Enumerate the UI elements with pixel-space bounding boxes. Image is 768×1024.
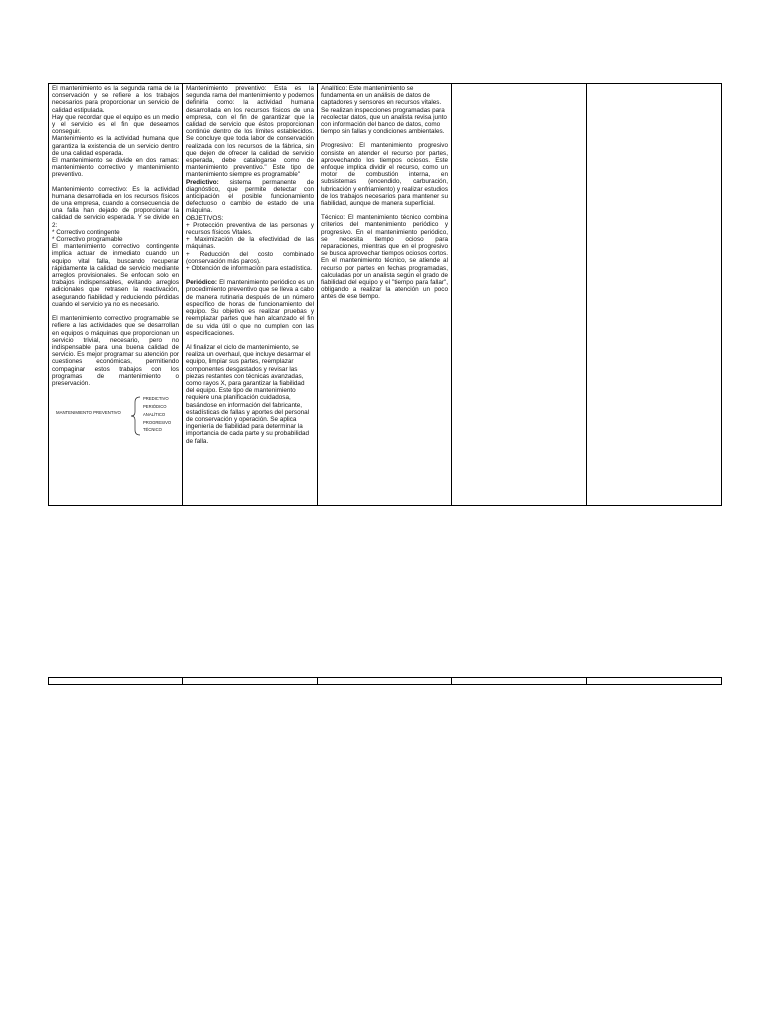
paragraph-text: El mantenimiento correctivo programable se refiere a las actividades que se desarrollan en equipos o máquinas que proporcionan un servicio trivial, necesario, pero no indispensable para una buena calidad de servicio. Es mejor programar su atención por cuestiones económicas, permitiendo compaginar estos trabajos con los programas de mantenimiento o preservación. <box>52 315 179 387</box>
paragraph <box>52 315 179 387</box>
bottom-cell <box>49 678 183 685</box>
bottom-cell <box>452 678 587 685</box>
preventive-types-diagram <box>52 395 179 439</box>
paragraph-text: Mantenimiento correctivo: Es la actividad humana desarrollada en los recursos físicos de una empresa, cuando a consecuencia de una falla han dejado de proporcionar la calidad de servicio esperada. Y se divide en 2: <box>52 185 179 229</box>
paragraph <box>52 186 179 229</box>
paragraph <box>321 142 448 207</box>
paragraph-text: El mantenimiento correctivo contingente implica actuar de inmediato cuando un equipo vital falla, buscando recuperar rápidamente la calidad de servicio mediante arreglos provisionales. Se enfocan solo en trabajos indispensables, evitando arreglos adicionales que retrasen la reactivación, asegurando fiabilidad y reduciendo pérdidas cuando el servicio ya no es necesario. <box>52 243 179 308</box>
column-1-cell <box>49 84 183 506</box>
paragraph <box>52 236 179 243</box>
diagram-item: PERIÓDICO <box>143 403 167 409</box>
paragraph-text: Al finalizar el ciclo de mantenimiento, se realiza un overhaul, que incluye desarmar el equipo, limpiar sus partes, reemplazar componentes desgastados y revisar las piezas restantes con técnicas avanzadas, como rayos X, para garantizar la fiabilidad del equipo. Este tipo de mantenimiento requiere una planificación cuidadosa, basándose en información del fabricante, estadísticas de fallas y aportes del personal de conservación y operación. Se aplica ingeniería de fiabilidad para determinar la importancia de cada parte y su probabilidad de falla. <box>186 343 311 445</box>
column-1-text <box>52 85 179 387</box>
diagram-item: ANALÍTICO <box>143 411 166 417</box>
bottom-cell <box>318 678 452 685</box>
paragraph <box>186 179 314 215</box>
paragraph-text: Hay que recordar que el equipo es un medio y el servicio es el fin que deseamos conseguir. <box>52 113 179 136</box>
paragraph-text: * Correctivo programable <box>52 236 123 244</box>
paragraph-text: + Obtención de información para estadística. <box>186 265 313 273</box>
paragraph <box>186 279 314 337</box>
paragraph <box>52 135 179 157</box>
paragraph <box>186 236 314 250</box>
main-table-row <box>49 84 722 506</box>
paragraph-text: El mantenimiento es la segunda rama de la conservación y se refiere a los trabajos necesarios para proporcionar un servicio de calidad estipulada. <box>52 85 179 114</box>
paragraph-heading: Predictivo: <box>186 178 219 186</box>
paragraph <box>186 344 314 445</box>
diagram-item: PREDICTIVO <box>143 396 169 402</box>
column-2-text <box>186 85 314 445</box>
bottom-table-row <box>49 678 722 685</box>
paragraph-heading: Periódico: <box>186 279 218 287</box>
paragraph-text: + Reducción del costo combinado (conservación más paros). <box>186 250 314 265</box>
paragraph <box>321 214 448 300</box>
column-2-cell <box>183 84 318 506</box>
column-3-text <box>321 85 448 301</box>
diagram-item: TÉCNICO <box>143 427 162 433</box>
column-5-cell <box>587 84 722 506</box>
bottom-cell <box>587 678 722 685</box>
paragraph-text: Mantenimiento preventivo: Esta es la segunda rama del mantenimiento y podemos definirla como: la actividad humana desarrollada en los recursos físicos de una empresa, con el fin de garantizar que la calidad de servicio que éstos proporcionan continúe dentro de los límites establecidos. Se concluye que toda labor de conservación realizada con los recursos de la fábrica, sin que dejen de ofrecer la calidad de servicio esperada, debe catalogarse como de mantenimiento preventivo." Este tipo de mantenimiento siempre es programable" <box>186 85 314 179</box>
paragraph <box>52 114 179 136</box>
paragraph <box>52 243 179 308</box>
diagram-label: MANTENIMIENTO PREVENTIVO <box>56 410 121 416</box>
paragraph <box>186 222 314 236</box>
bottom-cell <box>183 678 318 685</box>
paragraph <box>186 85 314 179</box>
paragraph <box>52 85 179 114</box>
paragraph-text: Técnico: El mantenimiento técnico combina criterios del mantenimiento periódico y progresivo. En el mantenimiento periódico, se necesita tiempo ocioso para reparaciones, mientras que en el progresivo se busca aprovechar tiempos ociosos cortos. En el mantenimiento técnico, se atiende al recurso por partes en fechas programadas, calculadas por un analista según el grado de fiabilidad del equipo y el "tiempo para fallar", obligando a realizar la atención un poco antes de ese tiempo. <box>321 214 448 301</box>
column-3-cell <box>318 84 452 506</box>
paragraph-text: sistema permanente de diagnóstico, que permite detectar con anticipación el posible funcionamiento defectuoso o cambio de estado de una máquina. <box>186 178 314 215</box>
paragraph <box>52 229 179 236</box>
paragraph <box>186 215 314 222</box>
paragraph-text: OBJETIVOS: <box>186 214 224 222</box>
paragraph-text: Mantenimiento es la actividad humana que garantiza la existencia de un servicio dentro de una calidad esperada. <box>52 135 179 157</box>
paragraph-text: Analítico: Este mantenimiento se fundamenta en un análisis de datos de captadores y sensores en recursos vitales. Se realizan inspecciones programadas para recolectar datos, que un analista revisa junto con información del banco de datos, como tiempo sin fallas y condiciones ambientales. <box>321 85 447 136</box>
paragraph <box>186 265 314 272</box>
diagram-items <box>143 395 171 434</box>
diagram-item: PROGRESIVO <box>143 419 172 425</box>
bottom-table <box>48 677 722 685</box>
paragraph <box>321 85 448 135</box>
paragraph-text: El mantenimiento periódico es un procedimiento preventivo que se lleva a cabo de manera rutinaria después de un número específico de horas de funcionamiento del equipo. Su objetivo es realizar pruebas y reemplazar partes que han alcanzado el fin de su vida útil o que no cumplen con las especificaciones. <box>186 279 314 337</box>
main-table <box>48 83 722 506</box>
paragraph-text: + Protección preventiva de las personas y recursos físicos Vitales. <box>186 221 314 237</box>
paragraph-text: * Correctivo contingente <box>52 228 120 236</box>
column-4-cell <box>452 84 587 506</box>
paragraph-text: + Maximización de la efectividad de las máquinas. <box>186 236 314 251</box>
paragraph <box>52 157 179 179</box>
paragraph-text: El mantenimiento se divide en dos ramas: mantenimiento correctivo y mantenimiento preventivo. <box>52 157 179 179</box>
paragraph <box>186 251 314 265</box>
paragraph-text: Progresivo: El mantenimiento progresivo consiste en atender el recurso por partes, aprovechando los tiempos ociosos. Este enfoque implica dividir el recurso, como un motor de combustión interna, en subsistemas (encendido, carburación, lubricación y enfriamiento) y realizar estudios de los trabajos necesarios para mantener su fiabilidad, aunque de manera superficial. <box>321 142 448 208</box>
